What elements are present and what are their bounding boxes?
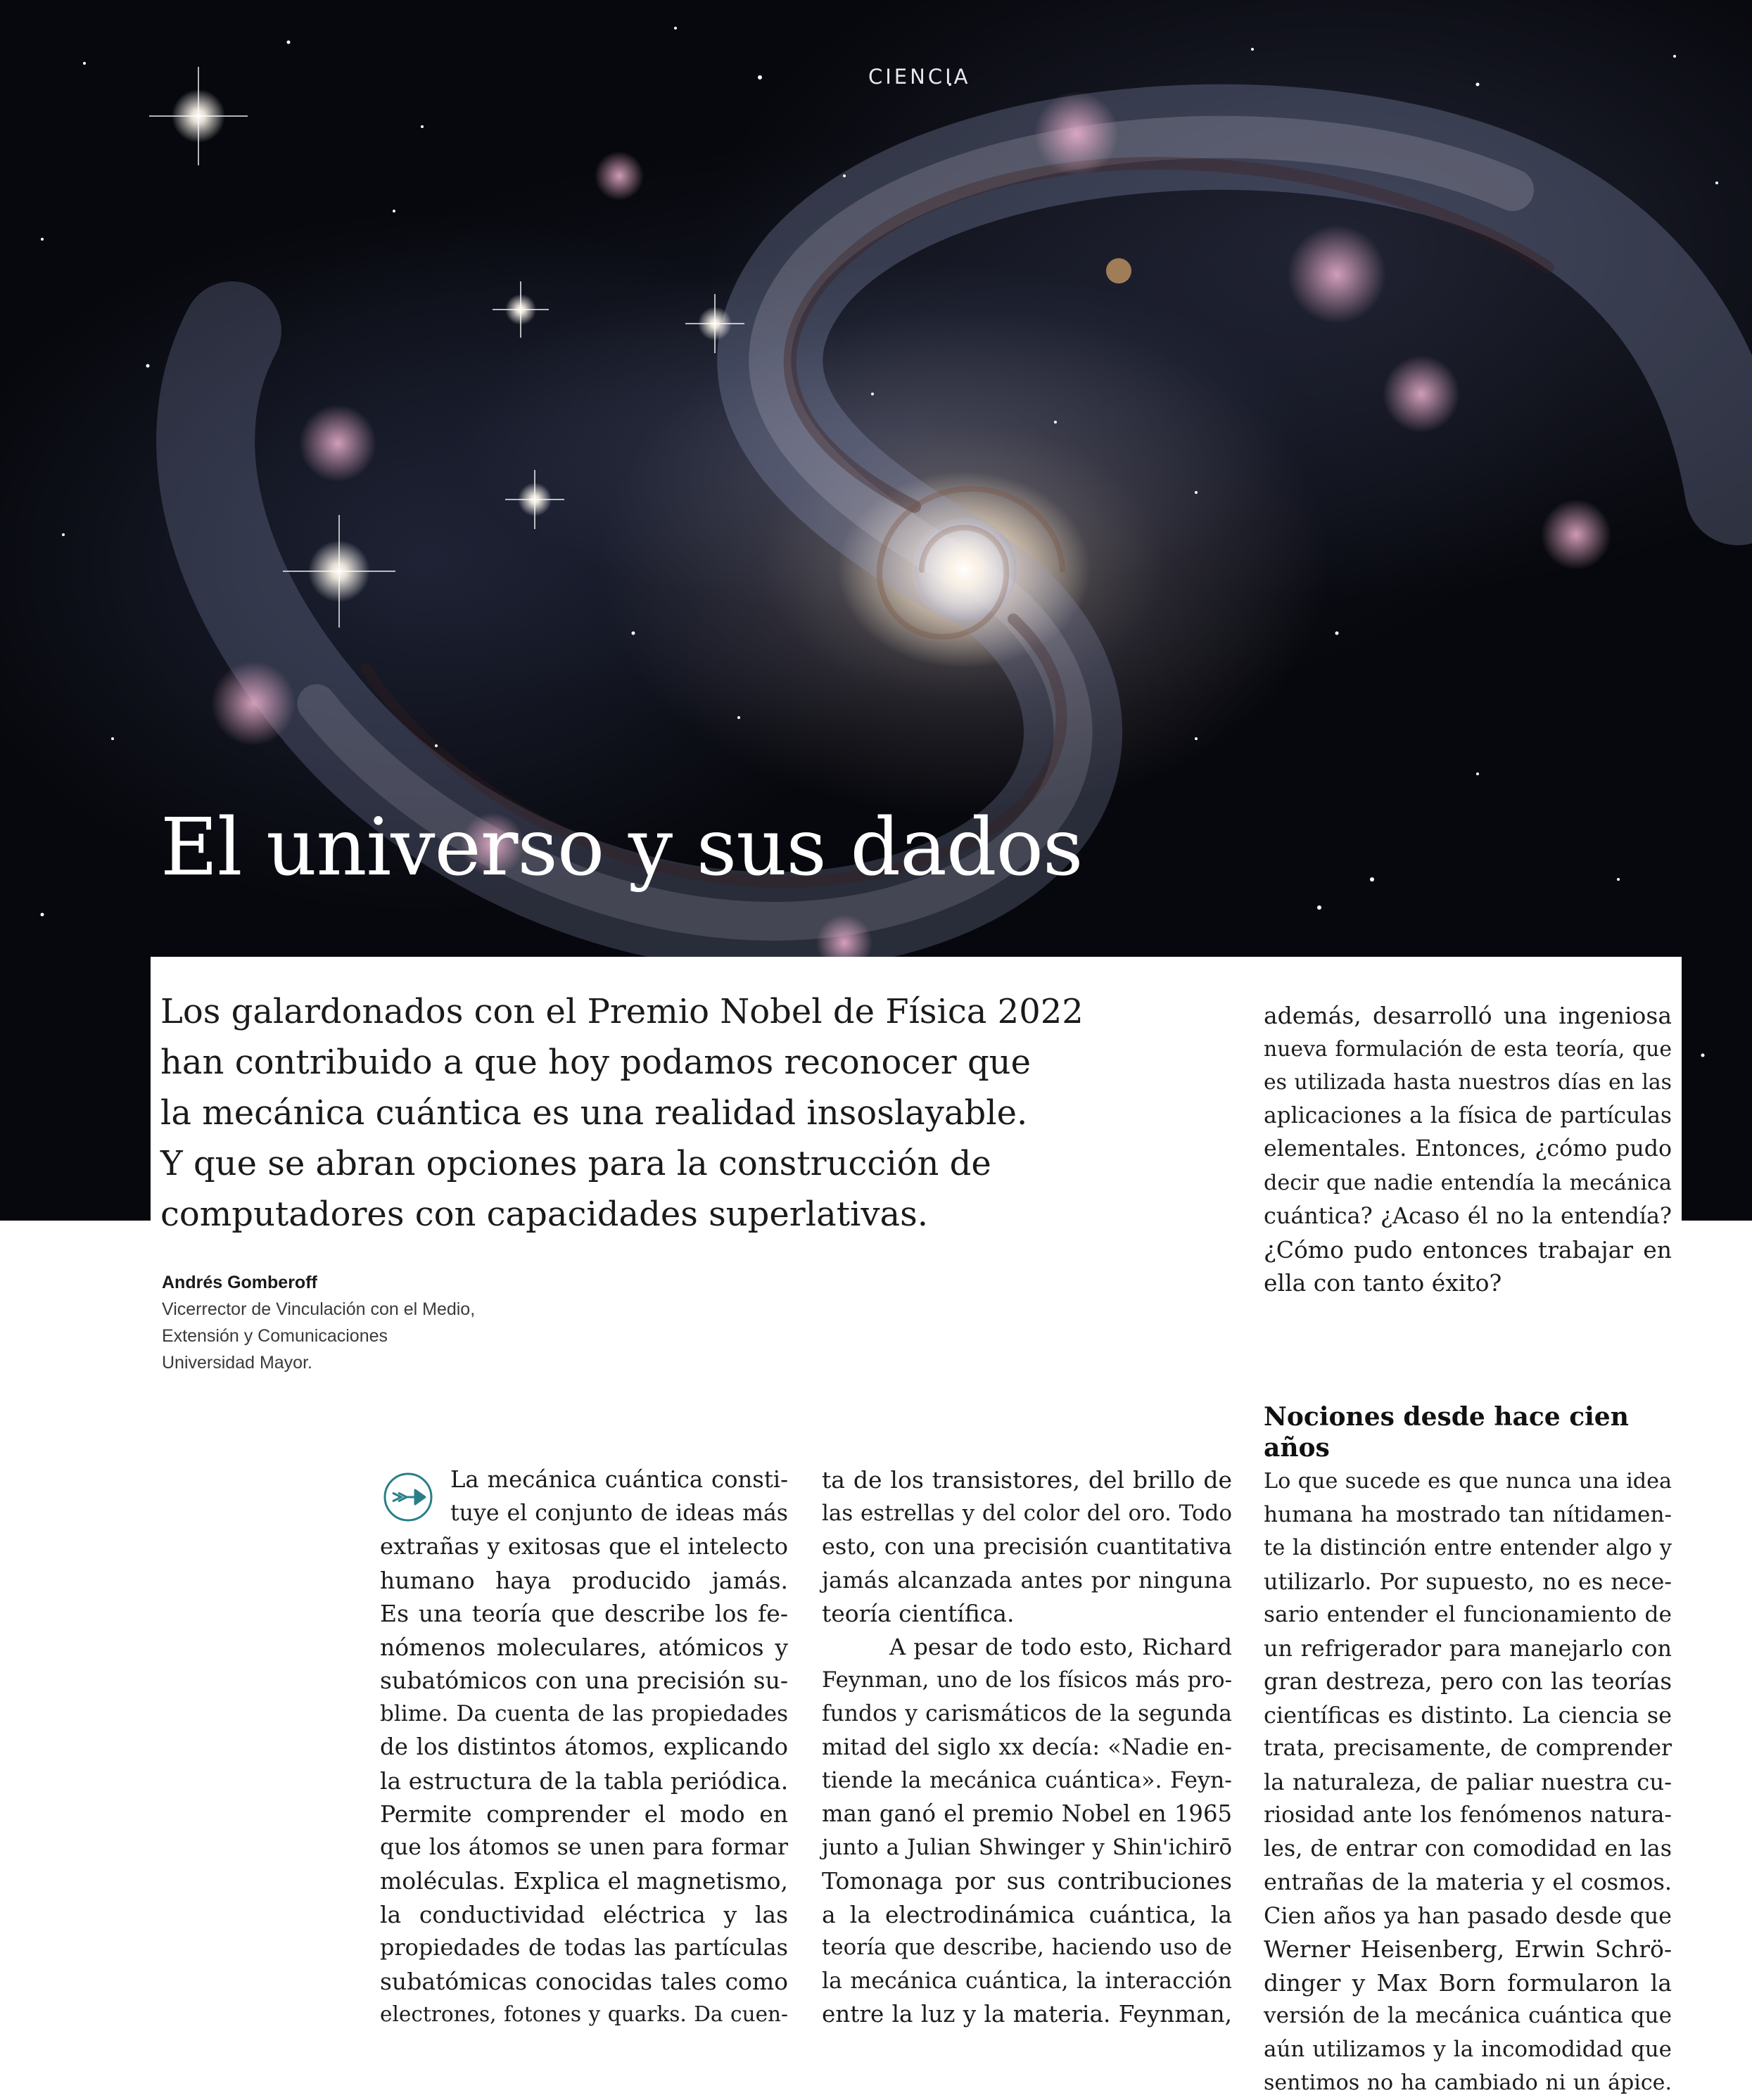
body-line: ¿Cómo pudo entonces trabajar en <box>1264 1235 1672 1264</box>
body-line: mitad del siglo xx decía: «Nadie en- <box>822 1734 1232 1760</box>
body-line: les, de entrar con comodidad en las <box>1264 1835 1672 1862</box>
body-line: moléculas. Explica el magnetismo, <box>380 1867 788 1895</box>
lead-line: computadores con capacidades superlativas. <box>160 1195 928 1234</box>
body-line: a la electrodinámica cuántica, la <box>822 1900 1232 1928</box>
body-line: propiedades de todas las partículas <box>380 1934 788 1961</box>
body-line: Es una teoría que describe los fe- <box>380 1600 788 1627</box>
body-line: Permite comprender el modo en <box>380 1800 788 1828</box>
body-line: versión de la mecánica cuántica que <box>1264 2003 1672 2028</box>
body-line: la naturaleza, de paliar nuestra cu- <box>1264 1768 1672 1795</box>
body-column-3-bottom <box>1264 1401 1672 2100</box>
section-label: CIENCIA <box>868 65 971 89</box>
body-line: ta de los transistores, del brillo de <box>822 1466 1232 1494</box>
body-line: utilizarlo. Por supuesto, no es nece- <box>1264 1568 1672 1595</box>
body-line: sario entender el funcionamiento de <box>1264 1602 1672 1627</box>
article-title: El universo y sus dados <box>160 802 1083 893</box>
body-line: además, desarrolló una ingeniosa <box>1264 1002 1672 1029</box>
body-line: la conductividad eléctrica y las <box>380 1900 788 1928</box>
body-line: teoría científica. <box>822 1600 1015 1627</box>
body-line: blime. Da cuenta de las propiedades <box>380 1700 788 1726</box>
lead-line: Los galardonados con el Premio Nobel de Física 2022 <box>160 992 1084 1031</box>
body-line: A pesar de todo esto, Richard <box>889 1633 1232 1660</box>
body-line: entrañas de la materia y el cosmos. <box>1264 1869 1672 1895</box>
body-line: elementales. Entonces, ¿cómo pudo <box>1264 1136 1672 1162</box>
body-line: gran destreza, pero con las teorías <box>1264 1668 1672 1695</box>
body-line: subatómicos con una precisión su- <box>380 1667 788 1694</box>
body-line: las estrellas y del color del oro. Todo <box>822 1500 1232 1526</box>
article-lead <box>160 986 1216 1240</box>
body-line: riosidad ante los fenómenos natura- <box>1264 1802 1672 1828</box>
body-line: entre la luz y la materia. Feynman, <box>822 2001 1232 2028</box>
body-line: Feynman, uno de los físicos más pro- <box>822 1667 1232 1693</box>
body-column-1 <box>380 1463 788 2032</box>
author-name: Andrés Gomberoff <box>162 1273 317 1292</box>
body-line: tiende la mecánica cuántica». Feyn- <box>822 1767 1232 1793</box>
body-line: nueva formulación de esta teoría, que <box>1264 1036 1672 1062</box>
body-line: esto, con una precisión cuantitativa <box>822 1533 1232 1560</box>
body-line: extrañas y exitosas que el intelecto <box>380 1533 788 1560</box>
body-line: subatómicas conocidas tales como <box>380 1967 788 1995</box>
body-column-3-top <box>1264 999 1672 1300</box>
body-line: científicas es distinto. La ciencia se <box>1264 1701 1672 1729</box>
lead-line: Y que se abran opciones para la construcción de <box>160 1144 991 1183</box>
galaxy-core <box>911 517 1017 623</box>
body-line: decir que nadie entendía la mecánica <box>1264 1170 1672 1195</box>
body-line: humano haya producido jamás. <box>380 1566 788 1594</box>
body-line: Lo que sucede es que nunca una idea <box>1264 1469 1672 1494</box>
body-line: un refrigerador para manejarlo con <box>1264 1634 1672 1662</box>
body-line: trata, precisamente, de comprender <box>1264 1736 1672 1761</box>
body-line: de los distintos átomos, explicando <box>380 1733 788 1760</box>
body-line: sentimos no ha cambiado ni un ápice. <box>1264 2070 1672 2095</box>
author-role-line: Universidad Mayor. <box>162 1353 312 1373</box>
body-line: la estructura de la tabla periódica. <box>380 1767 789 1795</box>
body-line: aún utilizamos y la incomodidad que <box>1264 2036 1672 2062</box>
body-column-2 <box>822 1463 1232 2032</box>
lead-line: han contribuido a que hoy podamos reconocer que <box>160 1043 1031 1082</box>
body-line: la mecánica cuántica, la interacción <box>822 1968 1232 1994</box>
author-byline <box>162 1269 654 1376</box>
body-line: te la distinción entre entender algo y <box>1264 1536 1672 1560</box>
body-line: teoría que describe, haciendo uso de <box>822 1935 1232 1960</box>
body-line: Cien años ya han pasado desde que <box>1264 1902 1672 1929</box>
body-line: nómenos moleculares, atómicos y <box>380 1633 788 1661</box>
body-line: La mecánica cuántica consti- <box>450 1466 788 1493</box>
body-line: man ganó el premio Nobel en 1965 <box>822 1800 1232 1827</box>
section-subheading: Nociones desde hace cien años <box>1264 1402 1629 1463</box>
body-line: que los átomos se unen para formar <box>380 1834 788 1860</box>
lead-line: la mecánica cuántica es una realidad insoslayable. <box>160 1093 1028 1133</box>
author-role-line: Extensión y Comunicaciones <box>162 1326 388 1346</box>
body-line: humana ha mostrado tan nítidamen- <box>1264 1501 1672 1527</box>
body-line: ella con tanto éxito? <box>1264 1269 1502 1297</box>
body-line: Werner Heisenberg, Erwin Schrö- <box>1264 1935 1672 1963</box>
body-line: aplicaciones a la física de partículas <box>1264 1102 1672 1128</box>
author-role-line: Vicerrector de Vinculación con el Medio, <box>162 1299 476 1319</box>
body-line: junto a Julian Shwinger y Shin'ichirō <box>822 1834 1232 1860</box>
body-line: cuántica? ¿Acaso él no la entendía? <box>1264 1202 1672 1229</box>
body-line: electrones, fotones y quarks. Da cuen- <box>380 2002 788 2026</box>
body-line: tuye el conjunto de ideas más <box>450 1500 788 1526</box>
body-line: es utilizada hasta nuestros días en las <box>1264 1070 1672 1095</box>
body-line: Tomonaga por sus contribuciones <box>822 1867 1232 1895</box>
body-line: jamás alcanzada antes por ninguna <box>822 1566 1232 1593</box>
body-line: fundos y carismáticos de la segunda <box>822 1700 1232 1726</box>
body-line: dinger y Max Born formularon la <box>1264 1968 1672 1997</box>
